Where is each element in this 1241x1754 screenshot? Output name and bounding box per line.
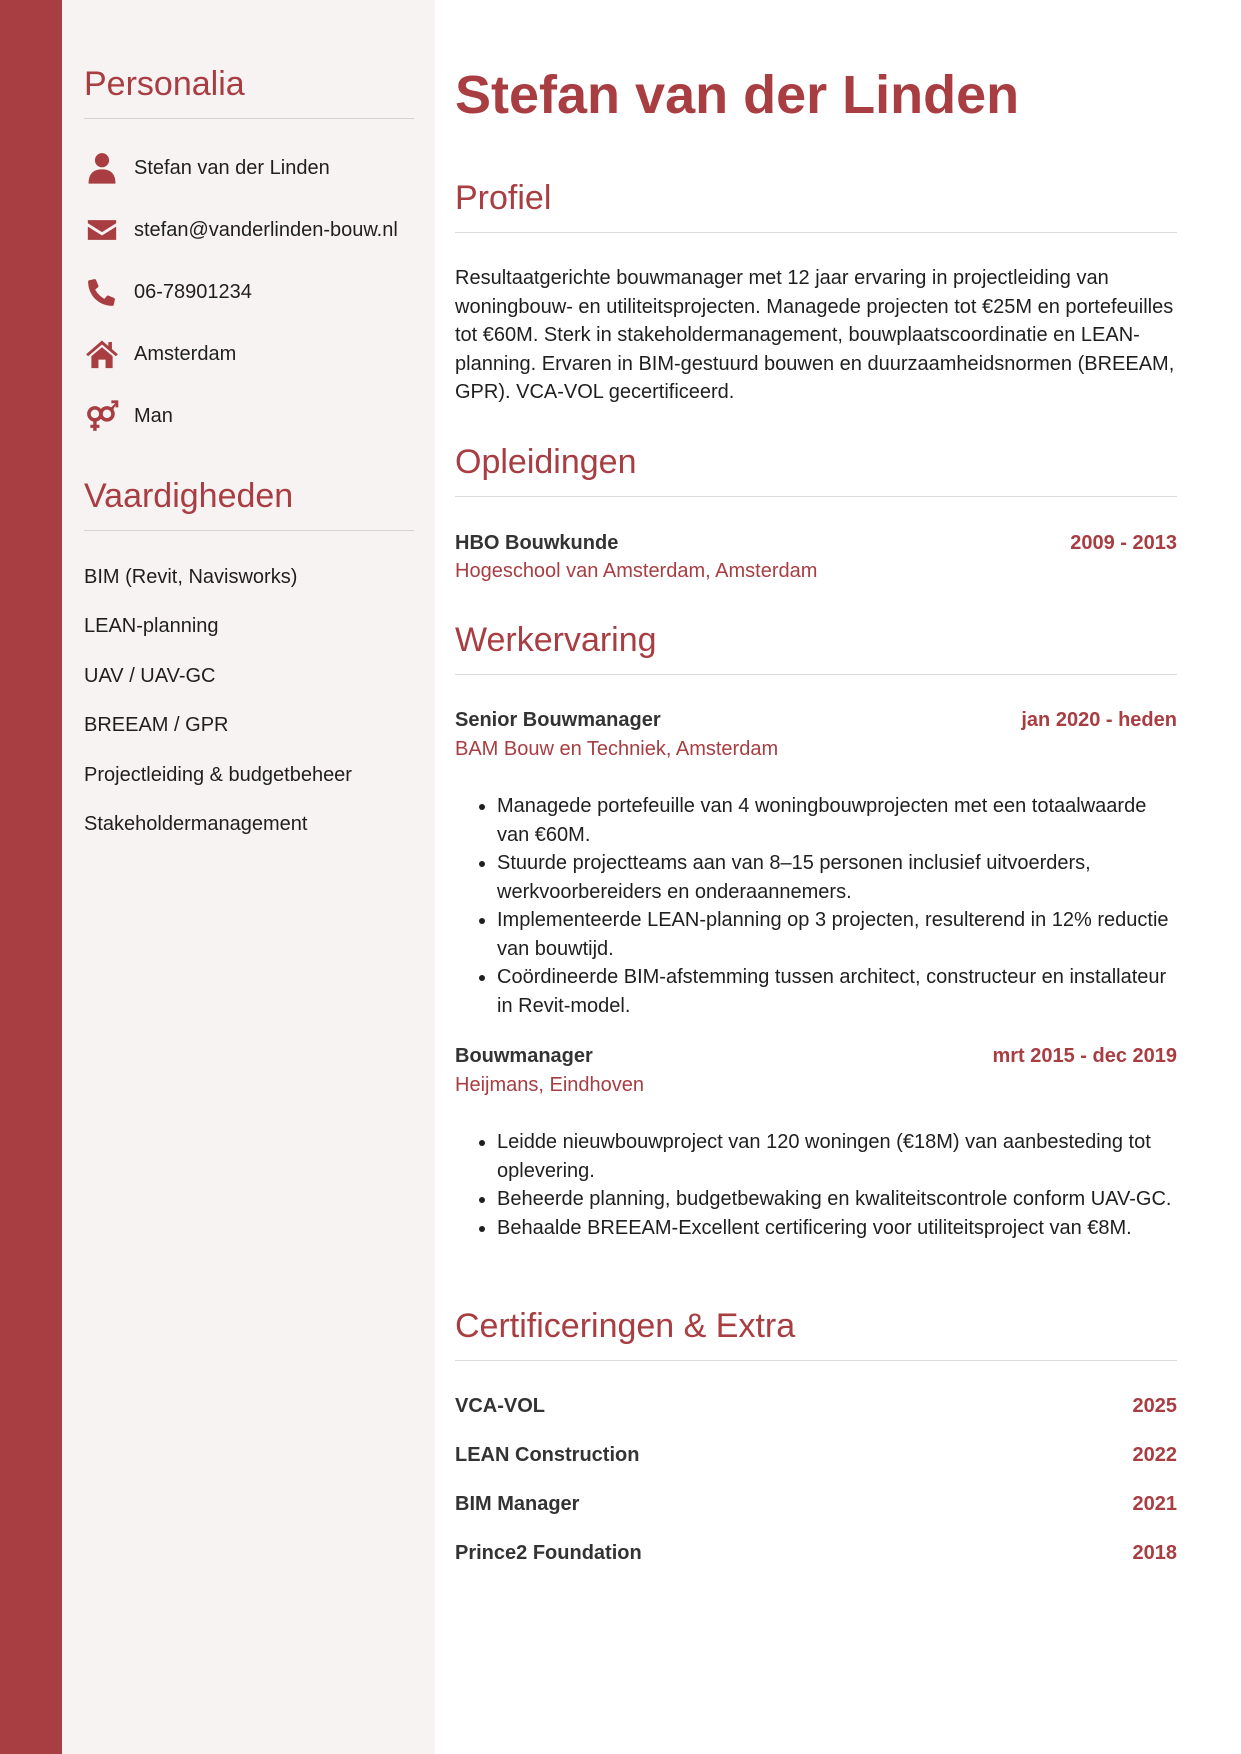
cert-row	[455, 1395, 1177, 1418]
sidebar	[62, 0, 435, 1754]
personal-gender-row	[84, 396, 173, 436]
job-header	[455, 709, 1177, 732]
personal-gender: Man	[134, 404, 173, 427]
cert-year: 2021	[1132, 1493, 1177, 1515]
job-bullet: • Stuurde projectteams aan van 8–15 personen inclusief uitvoerders, werkvoorbereiders en onderaannemers.	[497, 849, 1177, 906]
personal-email: stefan@vanderlinden-bouw.nl	[134, 218, 398, 241]
skill-item: BIM (Revit, Navisworks)	[84, 566, 298, 588]
profile-text: Resultaatgerichte bouwmanager met 12 jaar ervaring in projectleiding van woningbouw- en utiliteitsprojecten. Managede projecten tot €25M en portefeuilles tot €60M. Sterk in stakeholdermanagement, bouwplaatscoordinatie en LEAN-planning. Ervaren in BIM-gestuurd bouwen en duurzaamheidsnormen (BREEAM, GPR). VCA-VOL gecertificeerd.	[455, 267, 1175, 403]
cert-name: LEAN Construction	[455, 1444, 640, 1466]
personal-city-row	[84, 334, 236, 374]
job-role: Bouwmanager	[455, 1045, 593, 1067]
skill-item: UAV / UAV-GC	[84, 665, 216, 687]
job-bullet: • Beheerde planning, budgetbewaking en kwaliteitscontrole conform UAV-GC.	[497, 1185, 1177, 1214]
certifications-heading: Certificeringen & Extra	[455, 1306, 1177, 1361]
job-dates: jan 2020 - heden	[1021, 709, 1177, 731]
skill-item: Stakeholdermanagement	[84, 813, 308, 835]
home-icon	[84, 336, 120, 372]
job-bullet: • Coördineerde BIM-afstemming tussen architect, constructeur en installateur in Revit-model.	[497, 963, 1177, 1020]
job-bullets	[455, 1128, 1177, 1242]
cert-year: 2018	[1132, 1542, 1177, 1564]
job-bullets	[455, 792, 1177, 1020]
job-role: Senior Bouwmanager	[455, 709, 661, 731]
phone-icon	[84, 274, 120, 310]
profile-heading: Profiel	[455, 178, 1177, 233]
job-bullet: • Behaalde BREEAM-Excellent certificering voor utiliteitsproject van €8M.	[497, 1214, 1177, 1243]
job-bullet: • Managede portefeuille van 4 woningbouwprojecten met een totaalwaarde van €60M.	[497, 792, 1177, 849]
personal-phone: 06-78901234	[134, 280, 252, 303]
cert-name: VCA-VOL	[455, 1395, 545, 1417]
personal-city: Amsterdam	[134, 342, 237, 365]
education-school: Hogeschool van Amsterdam, Amsterdam	[455, 560, 818, 582]
job-dates: mrt 2015 - dec 2019	[992, 1045, 1177, 1067]
cert-row	[455, 1444, 1177, 1467]
skills-heading: Vaardigheden	[84, 476, 414, 531]
job-header	[455, 1045, 1177, 1068]
personal-name: Stefan van der Linden	[134, 156, 330, 179]
education-heading: Opleidingen	[455, 442, 1177, 497]
job-bullet: • Leidde nieuwbouwproject van 120 woningen (€18M) van aanbesteding tot oplevering.	[497, 1128, 1177, 1185]
education-row	[455, 532, 1177, 555]
gender-icon	[84, 398, 120, 434]
person-icon	[84, 150, 120, 186]
cert-year: 2022	[1132, 1444, 1177, 1466]
cert-year: 2025	[1132, 1395, 1177, 1417]
experience-heading: Werkervaring	[455, 620, 1177, 675]
candidate-name: Stefan van der Linden	[455, 65, 1020, 125]
education-dates: 2009 - 2013	[1070, 532, 1177, 554]
skill-item: BREEAM / GPR	[84, 714, 229, 736]
personal-name-row	[84, 148, 330, 188]
cert-name: BIM Manager	[455, 1493, 580, 1515]
personalia-heading: Personalia	[84, 64, 414, 119]
skill-item: LEAN-planning	[84, 615, 219, 637]
job-company: BAM Bouw en Techniek, Amsterdam	[455, 738, 779, 760]
cert-name: Prince2 Foundation	[455, 1542, 642, 1564]
skill-item: Projectleiding & budgetbeheer	[84, 764, 352, 786]
personal-phone-row	[84, 272, 252, 312]
job-company: Heijmans, Eindhoven	[455, 1074, 644, 1096]
job-bullet: • Implementeerde LEAN-planning op 3 projecten, resulterend in 12% reductie van bouwtijd.	[497, 906, 1177, 963]
personal-email-row	[84, 210, 398, 250]
education-degree: HBO Bouwkunde	[455, 532, 619, 554]
cert-row	[455, 1493, 1177, 1516]
envelope-icon	[84, 212, 120, 248]
accent-stripe	[0, 0, 62, 1754]
cert-row	[455, 1542, 1177, 1565]
